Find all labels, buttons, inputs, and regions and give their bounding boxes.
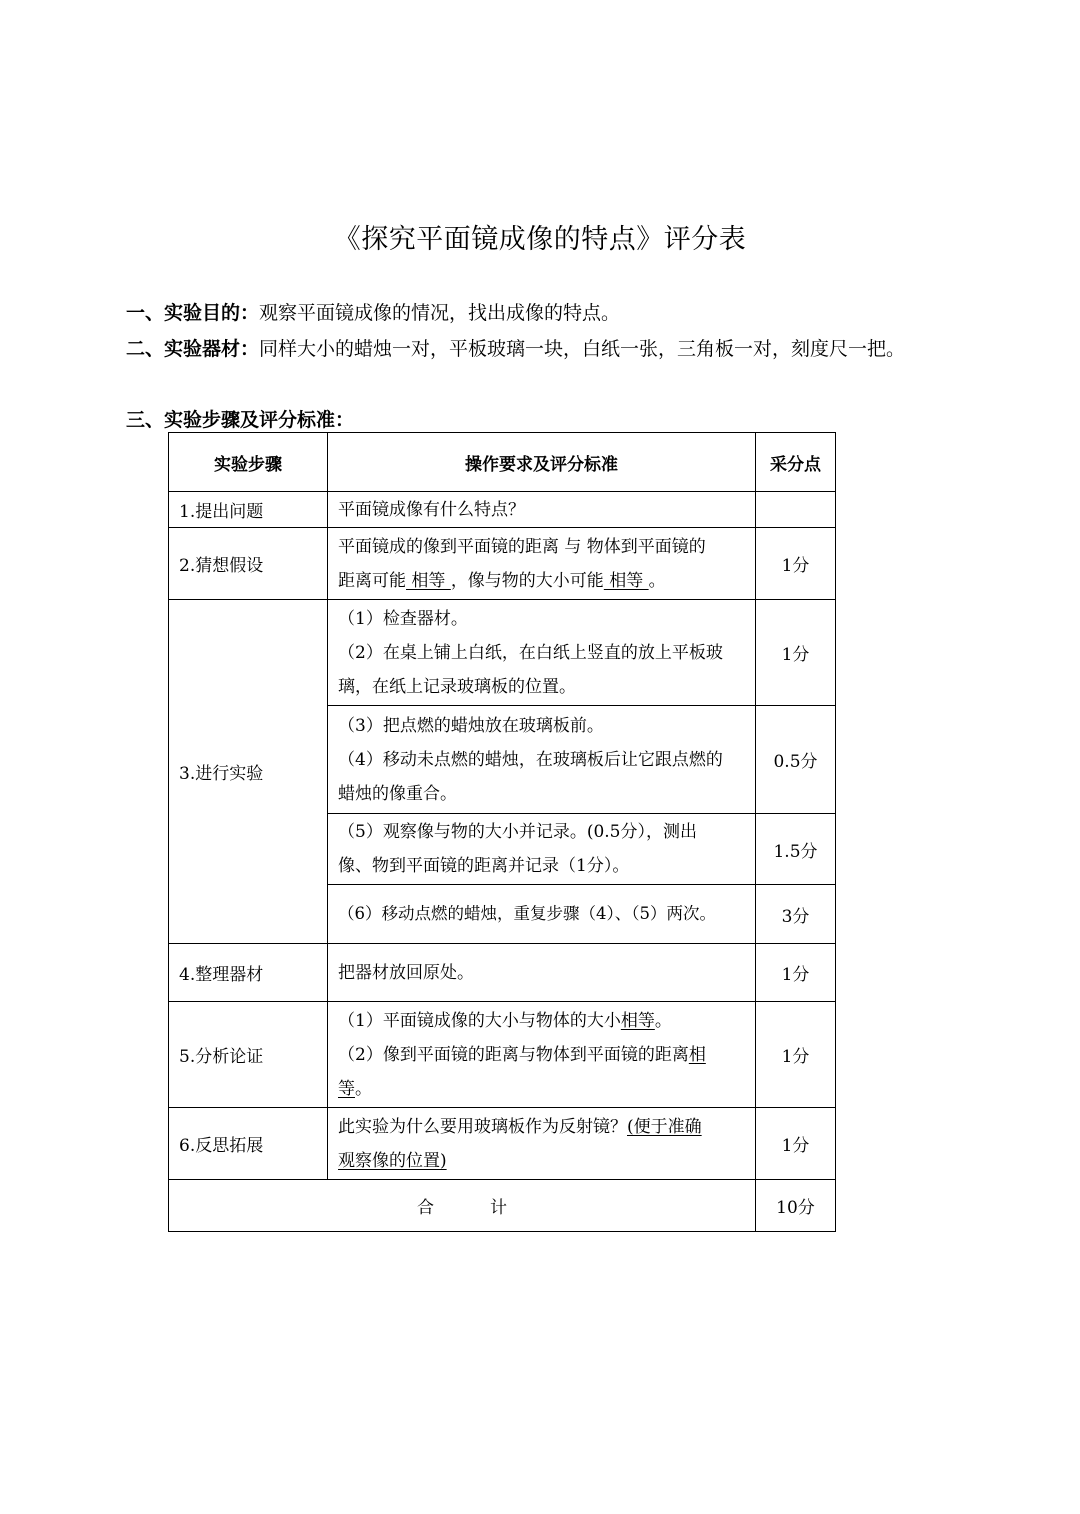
header-requirement: 操作要求及评分标准 — [328, 433, 756, 492]
section-materials — [126, 332, 966, 366]
requirement-text: 此实验为什么要用玻璃板作为反射镜？ — [338, 1116, 627, 1137]
requirement-line — [338, 1072, 745, 1106]
requirement-line: 璃，在纸上记录玻璃板的位置。 — [338, 676, 576, 697]
requirement-line: 像、物到平面镜的距离并记录（1分）。 — [338, 856, 630, 876]
section-materials-label: 二、实验器材： — [126, 338, 260, 360]
table-row — [169, 1108, 836, 1180]
requirement-cell — [328, 528, 756, 600]
answer-blank: 相等 — [620, 1010, 655, 1031]
table-row — [169, 1002, 836, 1108]
requirement-cell: 把器材放回原处。 — [328, 944, 756, 1002]
requirement-line: （4）移动未点燃的蜡烛，在玻璃板后让它跟点燃的 — [338, 749, 723, 770]
section-purpose-label: 一、实验目的： — [126, 302, 260, 324]
score-cell: 1分 — [756, 1108, 836, 1180]
step-cell: 1.提出问题 — [169, 492, 328, 528]
requirement-line — [338, 1004, 745, 1038]
answer-blank: 相等 — [603, 570, 649, 591]
table-row — [169, 944, 836, 1002]
total-score: 10分 — [756, 1180, 836, 1232]
answer-blank: 相等 — [406, 570, 451, 591]
requirement-line: （2）在桌上铺上白纸，在白纸上竖直的放上平板玻 — [338, 642, 723, 663]
score-cell: 1分 — [756, 600, 836, 706]
total-label — [169, 1180, 756, 1232]
requirement-cell — [328, 1108, 756, 1180]
header-step: 实验步骤 — [169, 433, 328, 492]
requirement-text: 距离可能 — [338, 570, 406, 591]
requirement-line: （3）把点燃的蜡烛放在玻璃板前。 — [338, 715, 604, 736]
requirement-text: 。 — [648, 570, 666, 591]
table-total-row — [169, 1180, 836, 1232]
step-cell: 2.猜想假设 — [169, 528, 328, 600]
requirement-cell — [328, 600, 756, 706]
requirement-line — [338, 1038, 745, 1072]
requirement-text: （1）平面镜成像的大小与物体的大小 — [338, 1010, 621, 1031]
step-cell: 6.反思拓展 — [169, 1108, 328, 1180]
answer-blank: (便于准确 — [627, 1116, 702, 1137]
score-cell: 1分 — [756, 1002, 836, 1108]
score-cell — [756, 492, 836, 528]
requirement-cell — [328, 1002, 756, 1108]
table-row — [169, 492, 836, 528]
table-row — [169, 600, 836, 706]
table-row — [169, 528, 836, 600]
step-cell: 5.分析论证 — [169, 1002, 328, 1108]
score-cell: 1分 — [756, 528, 836, 600]
requirement-line: 蜡烛的像重合。 — [338, 783, 457, 804]
requirement-text: ，像与物的大小可能 — [450, 570, 604, 591]
header-score: 采分点 — [756, 433, 836, 492]
requirement-text: 。 — [355, 1078, 372, 1099]
requirement-line: 平面镜成的像到平面镜的距离 与 物体到平面镜的 — [338, 536, 706, 557]
step-cell: 4.整理器材 — [169, 944, 328, 1002]
scoring-table — [168, 432, 836, 1232]
requirement-text: （2）像到平面镜的距离与物体到平面镜的距离 — [338, 1044, 689, 1065]
page-title: 《探究平面镜成像的特点》评分表 — [333, 224, 747, 255]
requirement-text: 。 — [654, 1010, 672, 1031]
requirement-cell — [328, 814, 756, 885]
requirement-line — [338, 564, 745, 598]
section-purpose — [126, 296, 966, 330]
answer-blank: 观察像的位置) — [338, 1150, 447, 1171]
requirement-cell: 平面镜成像有什么特点？ — [328, 492, 756, 528]
section-steps-label: 三、实验步骤及评分标准： — [126, 409, 355, 431]
requirement-cell: （6）移动点燃的蜡烛，重复步骤（4）、（5）两次。 — [328, 885, 756, 944]
score-cell: 1.5分 — [756, 814, 836, 885]
answer-blank: 等 — [338, 1078, 355, 1099]
step-cell: 3.进行实验 — [169, 600, 328, 944]
score-cell: 1分 — [756, 944, 836, 1002]
requirement-line: （5）观察像与物的大小并记录。(0.5分），测出 — [338, 822, 697, 842]
answer-blank: 相 — [688, 1044, 706, 1065]
requirement-line: （1）检查器材。 — [338, 608, 468, 629]
section-purpose-text: 观察平面镜成像的情况，找出成像的特点。 — [259, 302, 621, 324]
section-materials-text: 同样大小的蜡烛一对，平板玻璃一块，白纸一张，三角板一对，刻度尺一把。 — [259, 338, 906, 360]
total-label-char: 计 — [490, 1198, 507, 1218]
requirement-line — [338, 1110, 745, 1144]
table-header-row — [169, 433, 836, 492]
requirement-line — [338, 1144, 745, 1178]
score-cell: 0.5分 — [756, 706, 836, 814]
requirement-cell — [328, 706, 756, 814]
score-cell: 3分 — [756, 885, 836, 944]
total-label-char: 合 — [417, 1198, 434, 1218]
